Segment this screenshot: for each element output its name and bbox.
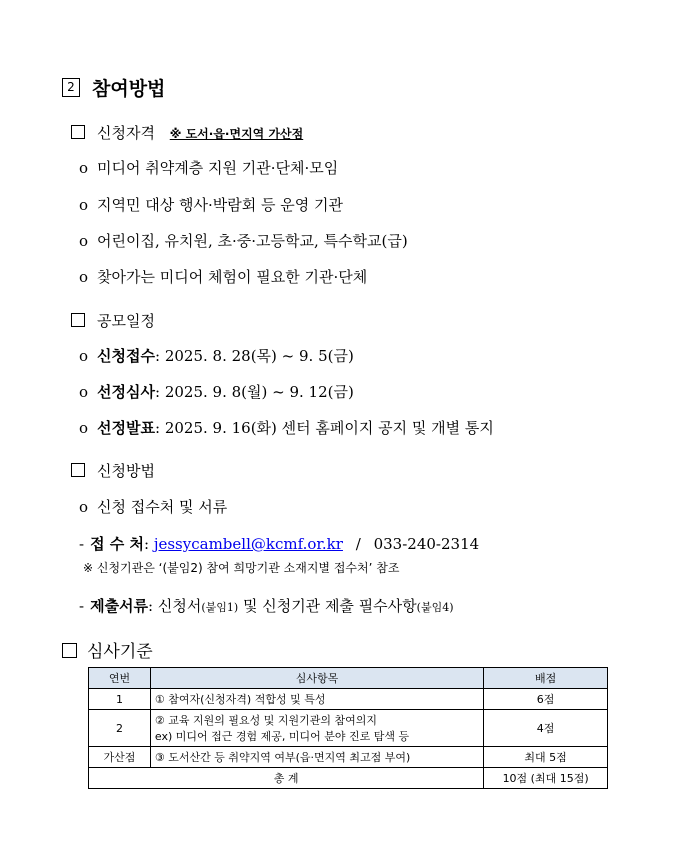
section-title-text: 참여방법 xyxy=(92,78,166,100)
eligibility-heading xyxy=(71,122,303,143)
total-score: 10점 (최대 15점) xyxy=(484,768,608,789)
schedule-text: : 2025. 8. 28(목) ~ 9. 5(금) xyxy=(155,347,354,365)
schedule-item: o 선정심사: 2025. 9. 8(월) ~ 9. 12(금) xyxy=(79,383,354,401)
row-score: 4점 xyxy=(484,710,608,747)
criteria-table xyxy=(88,667,608,789)
documents-label: 제출서류 xyxy=(90,597,149,615)
method-heading xyxy=(71,460,155,481)
list-item: o 지역민 대상 행사·박람회 등 운영 기관 xyxy=(79,196,343,214)
documents-text: 및 신청기관 제출 필수사항 xyxy=(238,597,417,615)
list-item-text: 어린이집, 유치원, 초·중·고등학교, 특수학교(급) xyxy=(97,232,408,250)
schedule-label: 선정심사 xyxy=(97,383,155,401)
row-item xyxy=(150,710,483,747)
list-item: o 어린이집, 유치원, 초·중·고등학교, 특수학교(급) xyxy=(79,232,408,250)
row-score: 6점 xyxy=(484,689,608,710)
table-header-row xyxy=(89,668,608,689)
method-item: o 신청 접수처 및 서류 xyxy=(79,498,228,516)
list-item: o 미디어 취약계층 지원 기관·단체·모임 xyxy=(79,159,339,177)
method-item-text: 신청 접수처 및 서류 xyxy=(97,498,228,516)
schedule-label: 신청접수 xyxy=(97,347,155,365)
row-no: 가산점 xyxy=(89,747,151,768)
attachment-ref: (붙임1) xyxy=(201,601,239,614)
schedule-item: o 신청접수: 2025. 8. 28(목) ~ 9. 5(금) xyxy=(79,347,354,365)
schedule-label: 선정발표 xyxy=(97,419,155,437)
documents-line: - 제출서류: 신청서(붙임1) 및 신청기관 제출 필수사항(붙임4) xyxy=(79,597,454,615)
table-row xyxy=(89,689,608,710)
schedule-heading xyxy=(71,310,155,331)
section-number-box: 2 xyxy=(62,78,80,97)
schedule-text: : 2025. 9. 8(월) ~ 9. 12(금) xyxy=(155,383,354,401)
attachment-ref: (붙임4) xyxy=(416,601,454,614)
checkbox-icon xyxy=(71,125,85,139)
criteria-title-text: 심사기준 xyxy=(87,642,153,662)
email-link[interactable]: jessycambell@kcmf.or.kr xyxy=(153,535,343,553)
total-label: 총 계 xyxy=(89,768,484,789)
table-total-row xyxy=(89,768,608,789)
schedule-item: o 선정발표: 2025. 9. 16(화) 센터 홈페이지 공지 및 개별 통지 xyxy=(79,419,494,437)
header-no: 연번 xyxy=(89,668,151,689)
method-heading-text: 신청방법 xyxy=(97,462,155,480)
list-item: o 찾아가는 미디어 체험이 필요한 기관·단체 xyxy=(79,268,368,286)
row-no: 2 xyxy=(89,710,151,747)
contact-label: 접 수 처 xyxy=(90,535,144,553)
checkbox-icon xyxy=(71,313,85,327)
table-row xyxy=(89,747,608,768)
row-item: ③ 도서산간 등 취약지역 여부(읍·면지역 최고점 부여) xyxy=(150,747,483,768)
documents-text: : 신청서 xyxy=(148,597,202,615)
schedule-heading-text: 공모일정 xyxy=(97,312,155,330)
schedule-text: : 2025. 9. 16(화) 센터 홈페이지 공지 및 개별 통지 xyxy=(155,419,494,437)
table-row xyxy=(89,710,608,747)
list-item-text: 찾아가는 미디어 체험이 필요한 기관·단체 xyxy=(97,268,368,286)
row-no: 1 xyxy=(89,689,151,710)
row-item: ① 참여자(신청자격) 적합성 및 특성 xyxy=(150,689,483,710)
separator: / xyxy=(355,535,361,553)
contact-line: - 접 수 처: jessycambell@kcmf.or.kr / 033-240-2314 xyxy=(79,535,480,553)
phone-number: 033-240-2314 xyxy=(373,535,480,553)
row-score: 최대 5점 xyxy=(484,747,608,768)
row-item-line: ex) 미디어 접근 경험 제공, 미디어 분야 진로 탐색 등 xyxy=(154,730,410,743)
checkbox-icon xyxy=(62,643,77,658)
header-score: 배점 xyxy=(484,668,608,689)
row-item-line: ② 교육 지원의 필요성 및 지원기관의 참여의지 xyxy=(154,714,377,727)
list-item-text: 지역민 대상 행사·박람회 등 운영 기관 xyxy=(97,196,343,214)
section-title xyxy=(62,74,165,101)
list-item-text: 미디어 취약계층 지원 기관·단체·모임 xyxy=(97,159,339,177)
bonus-note: ※ 도서·읍·면지역 가산점 xyxy=(169,127,304,141)
criteria-title xyxy=(62,637,153,662)
header-item: 심사항목 xyxy=(150,668,483,689)
contact-note: ※ 신청기관은 ‘(붙임2) 참여 희망기관 소재지별 접수처’ 참조 xyxy=(83,561,400,575)
eligibility-heading-text: 신청자격 xyxy=(97,124,155,142)
checkbox-icon xyxy=(71,463,85,477)
